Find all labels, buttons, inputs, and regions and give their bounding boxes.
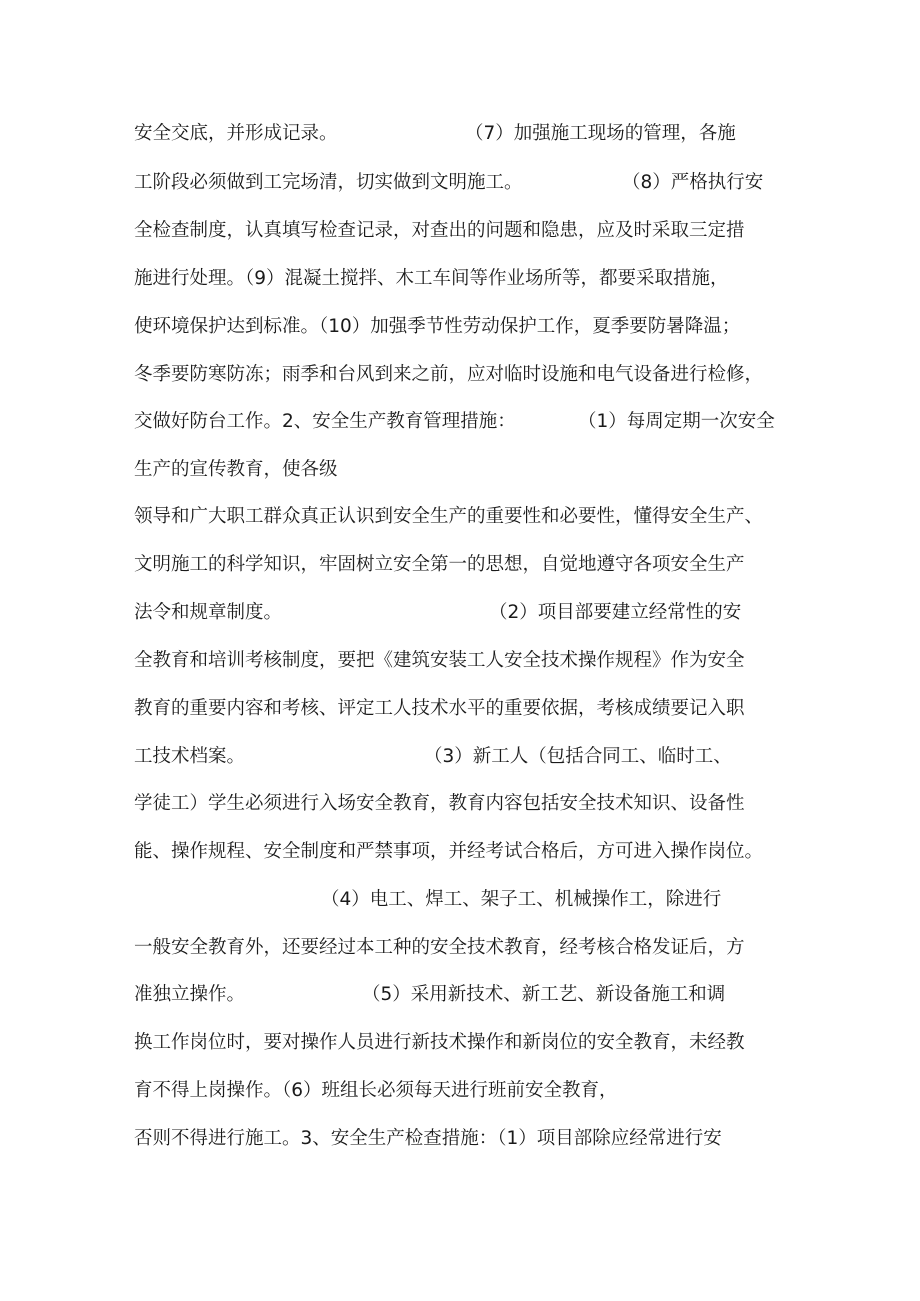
text-segment: 施进行处理。（9）混凝土搅拌、木工车间等作业场所等，都要采取措施， [134, 268, 729, 289]
text-segment: 教育的重要内容和考核、评定工人技术水平的重要依据，考核成绩要记入职 [134, 698, 745, 719]
text-line [0, 979, 920, 1011]
text-segment: （5）采用新技术、新工艺、新设备施工和调 [362, 984, 726, 1005]
text-segment: 冬季要防寒防冻；雨季和台风到来之前，应对临时设施和电气设备进行检修， [134, 364, 764, 385]
text-segment: （8）严格执行安 [622, 172, 764, 193]
text-segment: 能、操作规程、安全制度和严禁事项，并经考试合格后，方可进入操作岗位。 [134, 841, 764, 862]
text-line [0, 932, 920, 964]
text-segment: 否则不得进行施工。3、安全生产检查措施：（1）项目部除应经常进行安 [134, 1128, 722, 1149]
text-segment: 全教育和培训考核制度，要把《建筑安装工人安全技术操作规程》作为安全 [134, 650, 745, 671]
text-line [0, 406, 920, 438]
text-segment: 育不得上岗操作。（6）班组长必须每天进行班前安全教育， [134, 1080, 618, 1101]
text-line [0, 118, 920, 150]
text-segment: 准独立操作。 [134, 984, 246, 1005]
text-segment: （1）每周定期一次安全 [578, 411, 775, 432]
text-line [0, 1027, 920, 1059]
text-line [0, 741, 920, 773]
text-segment: 法令和规章制度。 [134, 602, 283, 623]
text-line [0, 597, 920, 629]
text-line [0, 1075, 920, 1107]
text-line [0, 693, 920, 725]
text-line [0, 311, 920, 343]
text-segment: （2）项目部要建立经常性的安 [489, 602, 742, 623]
text-segment: 全检查制度，认真填写检查记录，对查出的问题和隐患，应及时采取三定措 [134, 220, 745, 241]
text-segment: 换工作岗位时，要对操作人员进行新技术操作和新岗位的安全教育，未经教 [134, 1032, 745, 1053]
text-segment: 领导和广大职工群众真正认识到安全生产的重要性和必要性，懂得安全生产、 [134, 506, 764, 527]
text-line [0, 454, 920, 486]
text-segment: 一般安全教育外，还要经过本工种的安全技术教育，经考核合格发证后，方 [134, 937, 745, 958]
text-segment: （4）电工、焊工、架子工、机械操作工，除进行 [321, 889, 722, 910]
text-line [0, 263, 920, 295]
text-segment: 使环境保护达到标准。（10）加强季节性劳动保护工作，夏季要防暑降温； [134, 316, 741, 337]
text-line [0, 549, 920, 581]
text-segment: （7）加强施工现场的管理，各施 [465, 123, 736, 144]
text-segment: 生产的宣传教育，使各级 [134, 459, 338, 480]
text-line [0, 167, 920, 199]
text-segment: 工阶段必须做到工完场清，切实做到文明施工。 [134, 172, 523, 193]
text-line [0, 1123, 920, 1155]
text-segment: 工技术档案。 [134, 746, 246, 767]
text-segment: 文明施工的科学知识，牢固树立安全第一的思想，自觉地遵守各项安全生产 [134, 554, 745, 575]
text-line [0, 215, 920, 247]
text-line [0, 501, 920, 533]
text-line [0, 359, 920, 391]
text-line [0, 884, 920, 916]
text-segment: 学徒工）学生必须进行入场安全教育，教育内容包括安全技术知识、设备性 [134, 793, 745, 814]
text-segment: 安全交底，并形成记录。 [134, 123, 338, 144]
text-line [0, 788, 920, 820]
text-line [0, 836, 920, 868]
text-line [0, 645, 920, 677]
text-segment: 交做好防台工作。2、安全生产教育管理措施： [134, 411, 516, 432]
text-segment: （3）新工人（包括合同工、临时工、 [424, 746, 732, 767]
